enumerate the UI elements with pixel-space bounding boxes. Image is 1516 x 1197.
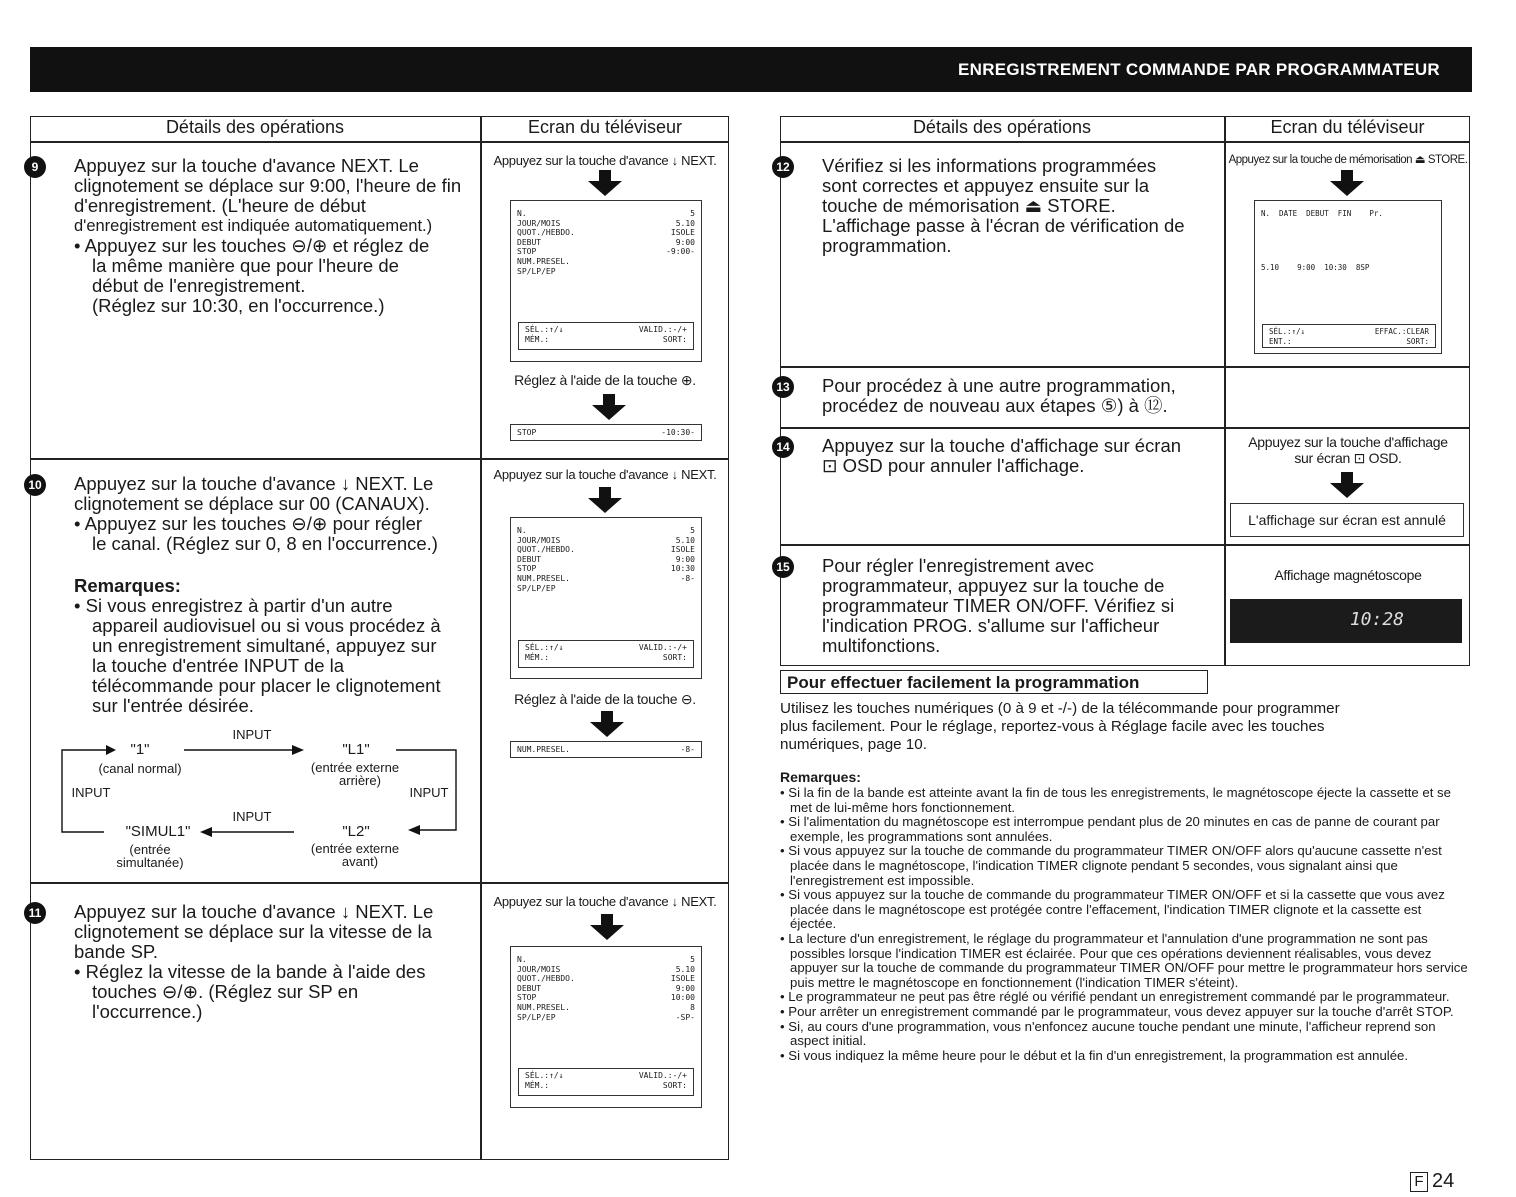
step-15 xyxy=(776,555,1220,656)
step-number: 11 xyxy=(24,902,46,924)
down-arrow-icon xyxy=(1330,472,1364,498)
text: la touche d'entrée INPUT de la xyxy=(92,655,345,676)
down-arrow-icon xyxy=(588,487,622,513)
text: Appuyez sur la touche d'avance ↓ NEXT. Le xyxy=(74,901,434,922)
note-item: • La lecture d'un enregistrement, le réglage du programmateur et l'annulation d'une programmation ne sont pas possibles lorsque l'indication TIMER est éclairée. Pour que ces opérations deviennent réalisables, vous devez appuyer sur la touche de commande du programmateur TIMER ON/OFF pour mettre le programmateur hors service puis mettre le magnétoscope en fonctionnement (l'indication TIMER s'éteint). xyxy=(780,932,1468,990)
step-number: 10 xyxy=(24,474,46,496)
diagram-sub: simultanée) xyxy=(116,855,184,870)
diagram-label: INPUT xyxy=(71,785,111,800)
left-col-tv-header: Ecran du téléviseur xyxy=(527,117,683,137)
text: clignotement se déplace sur 00 (CANAUX). xyxy=(74,493,430,514)
text: Appuyez sur la touche d'avance ↓ NEXT. Le xyxy=(74,473,434,494)
diagram-sub: (entrée externe xyxy=(310,760,400,775)
tv-caption: Appuyez sur la touche d'avance ↓ NEXT. xyxy=(493,467,717,482)
note-item: • Si la fin de la bande est atteinte avant la fin de tous les enregistrements, le magnétoscope éjecte la cassette et se met de lui-même hors fonctionnement. xyxy=(780,786,1468,815)
note-item: • Si vous indiquez la même heure pour le début et la fin d'un enregistrement, la programmation est annulée. xyxy=(780,1049,1468,1064)
text: le canal. (Réglez sur 0, 8 en l'occurrence.) xyxy=(92,533,438,554)
text: bande SP. xyxy=(74,941,159,962)
tv-caption: Réglez à l'aide de la touche ⊕. xyxy=(514,372,696,388)
text: programmateur TIMER ON/OFF. Vérifiez si xyxy=(822,595,1175,616)
text: • Appuyez sur les touches ⊖/⊕ et réglez de xyxy=(74,235,430,256)
down-arrow-icon xyxy=(590,711,624,737)
right-col-tv-header: Ecran du téléviseur xyxy=(1270,117,1425,137)
note-item: • Le programmateur ne peut pas être réglé ou vérifié pendant un enregistrement commandé par le programmateur. xyxy=(780,990,1468,1005)
tv-caption: Appuyez sur la touche d'avance ↓ NEXT. xyxy=(493,153,717,168)
language-badge: F xyxy=(1410,1172,1428,1192)
text: touche de mémorisation ⏏ STORE. xyxy=(822,195,1116,216)
text: d'enregistrement est indiquée automatiquement.) xyxy=(74,217,433,235)
note-item: • Si l'alimentation du magnétoscope est interrompue pendant plus de 20 minutes en cas de panne de courant par exemple, les programmations sont annulées. xyxy=(780,815,1468,844)
diagram-label: INPUT xyxy=(232,727,272,742)
page-number: 24 xyxy=(1432,1170,1455,1192)
tv-caption: Réglez à l'aide de la touche ⊖. xyxy=(514,691,696,707)
diagram-sub: avant) xyxy=(341,854,379,869)
diagram-node-simul1: "SIMUL1" xyxy=(125,823,191,840)
notes-title: Remarques: xyxy=(780,769,861,785)
diagram-sub: (entrée xyxy=(129,842,171,857)
text: • Appuyez sur les touches ⊖/⊕ pour régler xyxy=(74,513,423,534)
step-11 xyxy=(28,901,476,1022)
text: touches ⊖/⊕. (Réglez sur SP en xyxy=(92,981,359,1002)
diagram-label: INPUT xyxy=(232,809,272,824)
text: procédez de nouveau aux étapes ⑤) à ⑫. xyxy=(822,395,1168,416)
diagram-sub: (canal normal) xyxy=(98,761,182,776)
tv-caption: Appuyez sur la touche d'affichage xyxy=(1248,434,1448,450)
tv-caption: Appuyez sur la touche de mémorisation ⏏ STORE. xyxy=(1228,154,1468,166)
easy-programming-text: Utilisez les touches numériques (0 à 9 et -/-) de la télécommande pour programmer plus facilement. Pour le réglage, reportez-vous à Réglage facile avec les touches numériques, page 10. xyxy=(780,700,1340,753)
diagram-node-1: "1" xyxy=(130,741,150,758)
tv-screen-footer: SÉL.:↑/↓ VALID.:-/+ MÉM.: SORT: xyxy=(518,1068,694,1096)
notes-list xyxy=(780,786,1468,1063)
left-col-operations-header: Détails des opérations xyxy=(165,117,345,137)
text: clignotement se déplace sur la vitesse de la xyxy=(74,921,432,942)
text: l'indication PROG. s'allume sur l'afficheur xyxy=(822,615,1160,636)
down-arrow-icon xyxy=(588,170,622,196)
text: ⊡ OSD pour annuler l'affichage. xyxy=(822,455,1085,476)
diagram-node-l2: "L2" xyxy=(342,823,370,840)
remarks-title: Remarques: xyxy=(74,575,181,596)
tv-screen-step9: N. 5 JOUR/MOIS 5.10 QUOT./HEBDO. ISOLE DEBUT 9:00 STOP -9:00- NUM.PRESEL. SP/LP/EP xyxy=(510,200,702,362)
text: sont correctes et appuyez ensuite sur la xyxy=(822,175,1150,196)
easy-programming-title: Pour effectuer facilement la programmation xyxy=(780,670,1208,694)
note-item: • Si vous appuyez sur la touche de commande du programmateur TIMER ON/OFF et si la cassette que vous avez placée dans le magnétoscope est protégée contre l'effacement, l'indication TIMER clignote et la cassette est éjectée. xyxy=(780,888,1468,932)
step-14 xyxy=(776,435,1220,476)
step-number: 14 xyxy=(772,436,794,458)
step-number: 15 xyxy=(772,556,794,578)
text: multifonctions. xyxy=(822,635,941,656)
tv-caption: Appuyez sur la touche d'avance ↓ NEXT. xyxy=(493,894,717,909)
tv-check-footer: SÉL.:↑/↓ EFFAC.:CLEAR ENT.: SORT: xyxy=(1262,324,1436,348)
step-number: 13 xyxy=(772,376,794,398)
osd-cancel-box: L'affichage sur écran est annulé xyxy=(1230,503,1464,537)
tv-caption: sur écran ⊡ OSD. xyxy=(1294,450,1402,466)
right-col-operations-header: Détails des opérations xyxy=(912,117,1092,137)
step-9 xyxy=(31,155,476,316)
text: début de l'enregistrement. xyxy=(92,275,306,296)
tv-strip-preset: NUM.PRESEL. -8- xyxy=(510,741,702,758)
tv-screen-step11: N. 5 JOUR/MOIS 5.10 QUOT./HEBDO. ISOLE DEBUT 9:00 STOP 10:00 NUM.PRESEL. 8 SP/LP/EP -SP- xyxy=(510,946,702,1108)
text: • Réglez la vitesse de la bande à l'aide des xyxy=(74,961,426,982)
text: d'enregistrement. (L'heure de début xyxy=(74,195,366,216)
page-header: ENREGISTREMENT COMMANDE PAR PROGRAMMATEUR xyxy=(30,47,1472,92)
text: appareil audiovisuel ou si vous procédez à xyxy=(92,615,441,636)
diagram-sub: (entrée externe xyxy=(310,841,400,856)
note-item: • Si vous appuyez sur la touche de commande du programmateur TIMER ON/OFF alors qu'aucune cassette n'est placée dans le magnétoscope, l'indication TIMER clignote pendant 5 secondes, vous signalant ainsi que l'enregistrement est impossible. xyxy=(780,844,1468,888)
down-arrow-icon xyxy=(1330,170,1364,196)
text: Pour procédez à une autre programmation, xyxy=(822,375,1176,396)
text: Vérifiez si les informations programmées xyxy=(822,155,1157,176)
tv-screen-step10: N. 5 JOUR/MOIS 5.10 QUOT./HEBDO. ISOLE DEBUT 9:00 STOP 10:30 NUM.PRESEL. -8- SP/LP/EP xyxy=(510,517,702,679)
step-number: 12 xyxy=(772,156,794,178)
tv-check-screen: N. DATE DEBUT FIN Pr. 5.10 9:00 10:30 8SP xyxy=(1254,200,1442,354)
text: sur l'entrée désirée. xyxy=(92,695,254,716)
tv-strip-stop: STOP -10:30- xyxy=(510,424,702,441)
step-12 xyxy=(776,155,1220,256)
vfd-caption: Affichage magnétoscope xyxy=(1274,567,1422,583)
diagram-sub: arrière) xyxy=(339,773,381,788)
text: programmateur, appuyez sur la touche de xyxy=(822,575,1165,596)
step-number: 9 xyxy=(24,156,46,178)
diagram-label: INPUT xyxy=(409,785,449,800)
step-13 xyxy=(776,375,1220,416)
text: Appuyez sur la touche d'affichage sur écran xyxy=(822,435,1182,456)
note-item: • Pour arrêter un enregistrement commandé par le programmateur, vous devez appuyer sur la touche d'arrêt STOP. xyxy=(780,1005,1468,1020)
text: télécommande pour placer le clignotement xyxy=(92,675,441,696)
text: Appuyez sur la touche d'avance NEXT. Le xyxy=(74,155,419,176)
note-item: • Si, au cours d'une programmation, vous n'enfoncez aucune touche pendant une minute, l'afficheur reprend son aspect initial. xyxy=(780,1020,1468,1049)
tv-screen-footer: SÉL.:↑/↓ VALID.:-/+ MÉM.: SORT: xyxy=(518,322,694,350)
text: Pour régler l'enregistrement avec xyxy=(822,555,1094,576)
text: programmation. xyxy=(822,235,952,256)
text: un enregistrement simultané, appuyez sur xyxy=(92,635,437,656)
down-arrow-icon xyxy=(592,394,626,420)
text: (Réglez sur 10:30, en l'occurrence.) xyxy=(92,295,385,316)
diagram-node-l1: "L1" xyxy=(342,741,370,758)
text: L'affichage passe à l'écran de vérification de xyxy=(822,215,1185,236)
step-10-remarks xyxy=(74,596,476,716)
down-arrow-icon xyxy=(590,914,624,940)
text: l'occurrence.) xyxy=(92,1001,203,1022)
tv-screen-footer: SÉL.:↑/↓ VALID.:-/+ MÉM.: SORT: xyxy=(518,640,694,668)
text: clignotement se déplace sur 9:00, l'heure de fin xyxy=(74,175,462,196)
text: • Si vous enregistrez à partir d'un autre xyxy=(74,595,393,616)
vcr-display: 10:28 xyxy=(1230,599,1462,643)
text: la même manière que pour l'heure de xyxy=(92,255,399,276)
step-10 xyxy=(28,473,476,554)
